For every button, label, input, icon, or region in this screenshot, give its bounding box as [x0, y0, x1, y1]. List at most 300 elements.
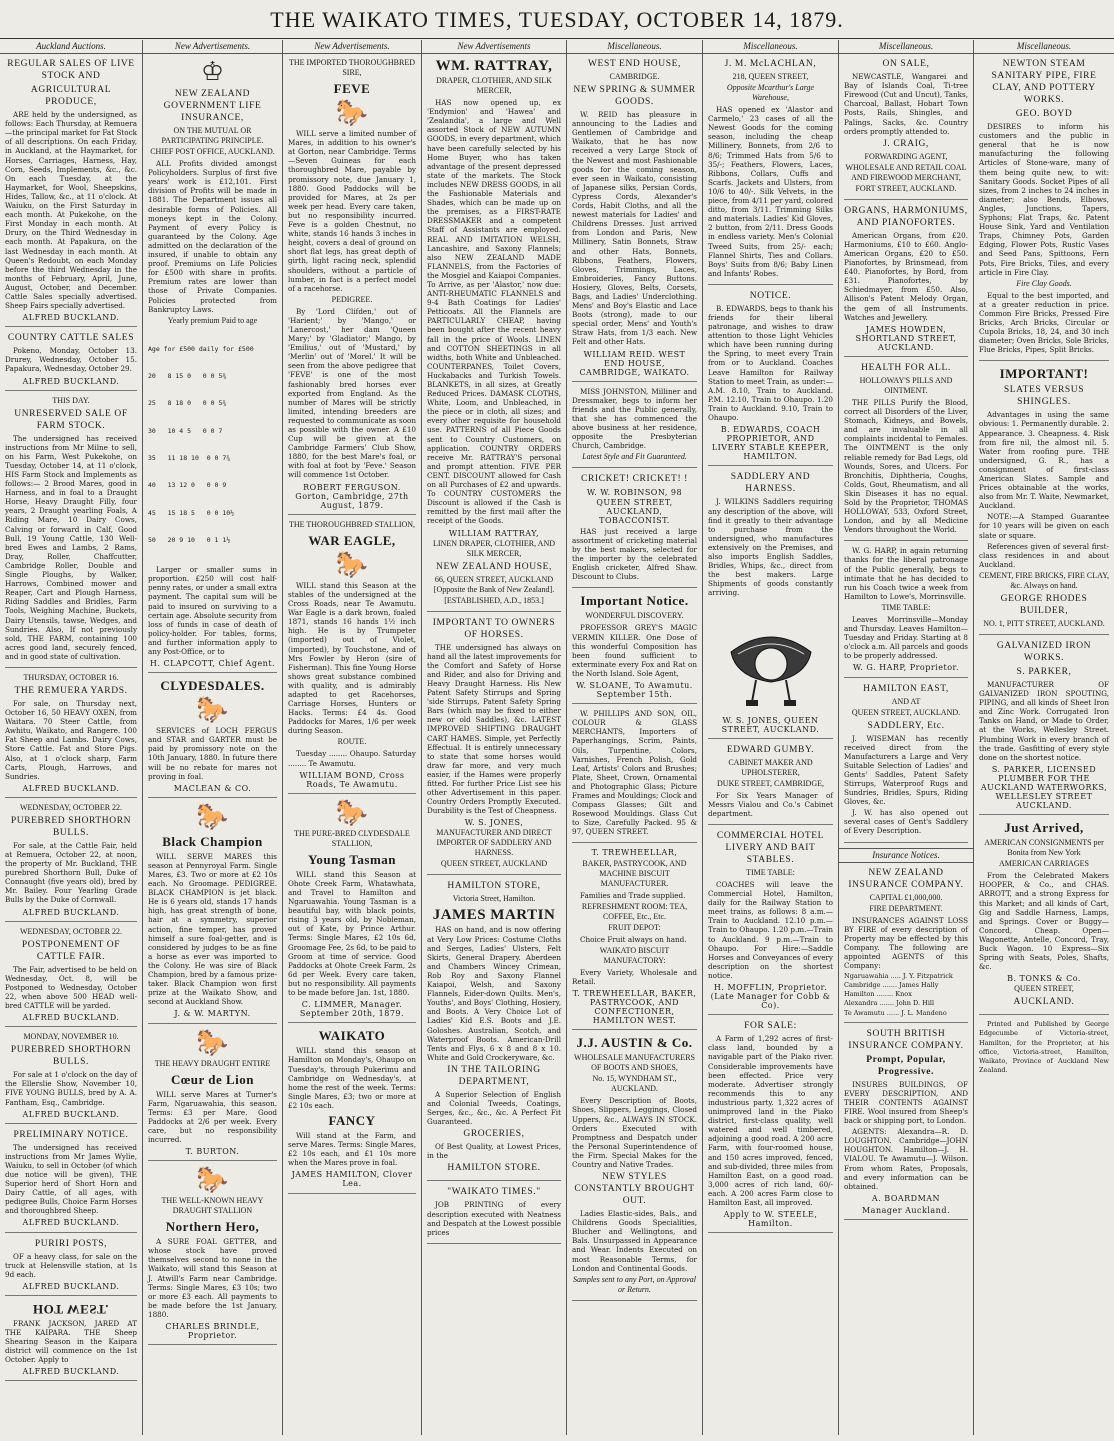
ad-body: WILL SERVE MARES this season at Pennyroyal Farm. Single Mares, £3. Two or more at £2 10s each. No Groomage. PEDIGREE. BLACK CHAMPION is jet black. He is 6 years old, stands 17 hands high, has great strength of bone, hair at a symmetry, superior action, fine temper, has proved himself a sure foal-getter, and is considered by judges to be as fine a horse as ever was imported to the Colony. He was sire of Black Champion, bred by a famous prize-taker. Black Champion won first prize at the Waikato Show, and second at Auckland Show. — [148, 851, 277, 1007]
ad-heading: CAMBRIDGE. — [609, 72, 660, 82]
ad-waikato-stallion — [288, 1028, 416, 1193]
ad-body: J. W. has also opened out several cases of Gent's Saddlery of Every Description. — [844, 808, 968, 836]
ad-heading: JAMES MARTIN — [432, 907, 556, 924]
ad-heading: FOR SALE: — [744, 1021, 797, 1032]
ad-heading: FORT STREET, AUCKLAND. — [855, 183, 957, 193]
ad-phillips — [572, 709, 697, 843]
ad-heading: WEDNESDAY, OCTOBER 22. — [19, 926, 123, 936]
ad-heading: PUREBRED SHORTHORN BULLS. — [10, 815, 132, 838]
ad-body: SERVICES of LOCH FERGUS and STAR and GARTER must be paid by promissory note on the 10th January, 1880. In future there will be no rebate for mares not proving in foal. — [148, 726, 277, 781]
horse-icon: 🐎 — [196, 1165, 229, 1196]
ad-signature: W. W. ROBINSON, 98 QUEEN STREET, AUCKLAND, TOBACCONIST. — [586, 488, 683, 525]
ad-heading: CAPITAL £1,000,000. — [869, 892, 943, 902]
ad-heading: BAKER, PASTRYCOOK, AND MACHINE BISCUIT MANUFACTURER. — [582, 858, 687, 888]
ad-notice-edwards — [708, 290, 833, 467]
horse-icon: 🐎 — [335, 98, 369, 129]
ad-body: COACHES will leave the Commercial Hotel, Hamilton, daily for the Railway Station to meet trains, as follows: 8 a.m.—Train to Auckland. 12.10 p.m.—Train to Ohaupo. 1.20 p.m.—Train to Auckland. 9 p.m.—Train to Ohaupo. For Hire:—Saddle Horses and Conveyances of every description on the shortest notice. — [708, 879, 833, 980]
ad-heading: MONDAY, NOVEMBER 10. — [23, 1032, 119, 1042]
ad-heading: NEW STYLES CONSTANTLY BROUGHT OUT. — [574, 1172, 695, 1207]
ad-heading: THE THOROUGHBRED STALLION, — [288, 519, 416, 529]
ad-heading: TIME TABLE: — [881, 602, 931, 612]
agents-list — [844, 972, 968, 1017]
column-heading: Auckland Auctions. — [0, 40, 142, 54]
ad-body: W. G. HARP, in again returning thanks for the liberal patronage of the Public generally, begs to intimate that he has decided to run his Coach twice a week from Hamilton to Lowe's, Morrinsville. — [844, 546, 968, 601]
ad-heading: CLYDESDALES. — [160, 678, 265, 694]
ad-heading: REGULAR SALES OF LIVE STOCK AND — [7, 59, 135, 82]
ad-hamilton-store — [427, 880, 561, 1181]
ad-heading: GEORGE RHODES BUILDER, — [1000, 593, 1088, 616]
ad-heading: WM. RATTRAY, — [435, 58, 553, 75]
ad-body: HAS just received a large assortment of cricketing material by the best makers, selected for the importer by the celebrated English cricketer, Alfred Shaw. Discount to Clubs. — [572, 526, 697, 582]
ad-signature: T. TREWHEELLAR, — [591, 848, 678, 858]
ad-heading: Cœur de Lion — [170, 1071, 255, 1087]
column-heading: Miscellaneous. — [703, 40, 838, 54]
ad-heading: THE HEAVY DRAUGHT ENTIRE — [154, 1058, 271, 1068]
ad-body: Families and Trade supplied. — [580, 890, 686, 900]
ad-body: American Organs, from £20. Harmoniums, £10 to £60. Anglo-American Organs, £20 to £50. Pianofortes, by Brinsmead, from £40. Pianofortes, by Bord, from £31. Pianofortes, by Schiedmayer, from £50. Also, Allison's Patent Melody Organ, the gem of all Instruments. Watches and Jewellery. — [844, 230, 968, 322]
ad-country-sales — [5, 332, 137, 390]
rates-table — [148, 327, 277, 563]
ad-heading: HOLLOWAY'S PILLS AND OINTMENT. — [859, 375, 953, 395]
ad-signature: A. BOARDMAN — [871, 1193, 941, 1203]
ad-heading: 66, QUEEN STREET, AUCKLAND [Opposite the Bank of New Zealand]. — [433, 574, 555, 594]
ad-heading: ORGANS, HARMONIUMS, AND PIANOFORTES. — [844, 205, 968, 228]
agent-row: Hamilton ........ Knox — [844, 990, 912, 999]
column-auckland-auctions — [0, 40, 143, 1435]
ad-slates — [979, 366, 1109, 635]
ad-saddlery — [708, 471, 833, 738]
rates-row: Age for £500 daily for £500 — [148, 344, 254, 353]
ad-body: Larger or smaller sums in proportion. £250 will cost half-penny rates, or under a small extra payment. The capital sum will be paid to insured on surviving to a certain age. Absolute security from loss of funds in case of death of policy-holder. For tables, forms, and further information apply to any Post-Office, or to — [148, 565, 277, 656]
ad-austin — [572, 1035, 697, 1300]
ad-signature: Manager Auckland. — [861, 1205, 950, 1215]
ad-remuera-yards — [5, 673, 137, 798]
ad-heading: WONDERFUL DISCOVERY. — [585, 611, 684, 621]
ad-heading: Young Tasman — [307, 851, 397, 867]
ad-heading: REFRESHMENT ROOM: TEA, COFFEE, Etc., Etc. — [581, 901, 688, 921]
ad-body: DESIRES to inform his customers and the public in general that he is now manufacturing the following Articles of Stone-ware, many of them being quite new, to wit: Sanitary Goods. Socket Pipes of all sizes, from 2 inches to 24 inches in diameter; also Bends, Elbows, Angles, Junctions, Tapers, Syphons; Flat Traps, &c. Patent House Sink, Yard and Ventilation Traps, Chimney Pots, Garden Edging, Flower Pots, Rustic Vases and Seed Pans, Spittoons, Fern Pots, Fire Bricks, Tiles, and every article in Fire Clay. — [979, 122, 1109, 277]
ad-heading: QUEEN STREET, — [1014, 984, 1074, 994]
ad-heading: Prompt, Popular, Progressive. — [866, 1054, 946, 1077]
royal-crest-icon: ♔ — [200, 57, 225, 88]
ad-clydesdales — [148, 678, 277, 798]
ad-heading: PUREBRED SHORTHORN BULLS. — [10, 1045, 132, 1068]
horse-icon: 🐎 — [196, 801, 229, 832]
ad-body: A Superior Selection of English and Colonial Tweeds, Coatings, Serges, &c., &c., &c. A Perfect Fit Guaranteed. — [427, 1089, 561, 1127]
ad-galvanized-iron — [979, 640, 1109, 815]
ad-heading: SLATES VERSUS SHINGLES. — [1003, 385, 1085, 408]
ad-harp-coach — [844, 546, 968, 677]
ad-heading: Opposite Mcarthur's Large Warehouse, — [726, 83, 815, 103]
ad-body: For sale at 1 o'clock on the day of the Ellerslie Show, November 10, FIVE YOUNG BULLS, bred by A. A. Fantham, Esq., Cambridge. — [5, 1070, 137, 1107]
ad-rattray — [427, 58, 561, 612]
ad-signature: ALFRED BUCKLAND. — [22, 376, 120, 386]
ad-heading: AUCKLAND. — [1013, 997, 1075, 1008]
ad-body: The undersigned has received instructions from Mr James Wylie, Waiuku, to sell in October (of which due notice will be given), THE Superior herd of Short Horn and Dairy Cattle, of all ages, with pedigree Bulls, Choice Farm Horses and thoroughbred Sheep. — [5, 1142, 137, 1216]
ad-heading: GALVANIZED IRON WORKS. — [996, 640, 1092, 663]
ad-feve — [288, 58, 416, 515]
ad-heading: WAIKATO — [318, 1028, 386, 1044]
ad-heading: [ESTABLISHED, A.D., 1853.] — [444, 595, 544, 605]
ad-heading: HAMILTON STORE. — [447, 1163, 541, 1174]
ad-heading: WEDNESDAY, OCTOBER 22. — [19, 802, 123, 812]
ad-heading: FRUIT DEPOT: — [608, 922, 661, 932]
ad-heading: WHOLESALE AND RETAIL COAL AND FIREWOOD MERCHANT, — [845, 162, 967, 182]
ad-cricket — [572, 473, 697, 588]
ad-body: WILL stand this Season at Ohote Creek Farm, Whatawhata, and Travel to Hamilton and Ngaruawahia. Young Tasman is a beautiful bay, with black points, rising 3 years old, by Nobleman, out of Kate, by Prince Arthur. Terms: Single Mares, £2 10s 6d, Groomage Fee, 2s 6d, to be paid to Groom at time of service. Good Paddocks at Ohote Creek Farm, 2s 6d per Week. Every care taken, but no responsibility. All payments to be made before Jan. 1st, 1880. — [288, 869, 416, 998]
ad-body: PROFESSOR GREY'S MAGIC VERMIN KILLER. One Dose of this wonderful Composition has been found sufficient to exterminate every Fox and Rat on the North Island. Sole Agent, — [572, 623, 697, 678]
ad-body: THE PILLS Purify the Blood, correct all Disorders of the Liver, Stomach, Kidneys, and Bowels, and are invaluable in all complaints incidental to Females. The OINTMENT is the only reliable remedy for Bad Legs, old Wounds, Sores, and Ulcers. For Bronchitis, Diphtheria, Coughs, Colds, Gout, Rheumatism, and all Skin Diseases it has no equal. Sold by the Proprietor, THOMAS HOLLOWAY, 533, Oxford Street, London, and by all Medicine Vendors throughout the World. — [844, 397, 968, 535]
ad-regular-sales — [5, 58, 137, 327]
ad-heading: AGRICULTURAL PRODUCE, — [30, 85, 112, 108]
ad-heading: NEW ZEALAND GOVERNMENT LIFE INSURANCE, — [163, 89, 262, 124]
ad-signature: B. EDWARDS, COACH PROPRIETOR, AND LIVERY STABLE KEEPER, HAMILTON. — [711, 425, 830, 462]
ad-body: WILL stand this season at Hamilton on Monday's, Ohaupo on Tuesday's, through Pukerimu and Cambridge on Wednesday's, at home the rest of the week. Terms: Single Mares, £3; two or more at £2 10s each. — [288, 1046, 416, 1110]
ad-life-insurance — [148, 58, 277, 673]
ad-nz-insurance — [844, 867, 968, 1023]
ad-body: A Farm of 1,292 acres of first-class land, bounded by a navigable part of the Piako river. Considerable improvements have been effected. Price very moderate. Advertiser strongly recommends this to any industrious party. 1,322 acres of unimproved land in the Piako district, first-class quality, well watered and well timbered, adjoining a good road. A 200 acre Farm, with four-roomed house, and 150 acres improved, fenced, and sub-divided, three miles from Hamilton East, on a good road. 3,000 acres of rich land, 60/- each. A 200 acres Farm close to Hamilton East, all improved. — [708, 1034, 833, 1207]
ad-body: WILL stand this Season at the stables of the undersigned at the Cross Roads, near Te Awamutu. War Eagle is a dark brown, foaled 1871, stands 16 hands 1½ inch high. He is by Trumpeter (imported) out of Violet, (imported), by Touchstone, and of Mrs Fowler by Heron (sire of Fisherman). This fine Young Horse shows great substance combined with quality, and is admirably adapted to get Racehorses, Carriage Horses, Hunters or Hacks. Terms: £4 4s. Good Paddocks for Mares, 1/6 per week during Season. — [288, 580, 416, 736]
ad-for-sale — [708, 1020, 833, 1233]
ad-johnston — [572, 387, 697, 469]
ad-heading: QUEEN STREET, AUCKLAND. — [851, 707, 961, 717]
ad-just-arrived — [979, 820, 1109, 1015]
ad-purebred-bulls — [5, 803, 137, 922]
ad-body: Tuesday ........ Ohaupo. Saturday ........ Te Awamutu. — [288, 749, 416, 768]
ad-commercial-hotel — [708, 830, 833, 1015]
ad-signature: ALFRED BUCKLAND. — [22, 1281, 120, 1291]
ad-heading: NOTICE. — [749, 290, 792, 301]
ad-signature: ALFRED BUCKLAND. — [22, 313, 120, 323]
ad-heading: EDWARD GUMBY. — [726, 744, 815, 755]
ad-body: NOTE:—A Stamped Guarantee for 10 years will be given on each slate or square. — [979, 512, 1109, 540]
ad-heading: GEO. BOYD — [1015, 109, 1073, 120]
rates-row: 20 8 15 0 0 0 5¾ — [148, 372, 227, 381]
ad-heading: 218, QUEEN STREET, — [732, 72, 809, 82]
ad-west-end-house — [572, 58, 697, 382]
ad-heading: FORWARDING AGENT, — [864, 151, 948, 161]
ad-signature: JAMES HAMILTON, Clover Lea. — [291, 1170, 413, 1189]
masthead-rule — [0, 38, 1114, 39]
ad-body: For sale, on Thursday next, October 16, 50 HEAVY OXEN, from Waitara. 70 Steer Cattle, from Awhitu, Waikato, and Rangere. 100 Fat Sheep and Lambs. Dairy Cows, Store Cattle. Fat and Store Pigs. Also, at 1 o'clock sharp, Farm Carts, Plough, Harrows, and Sundries. — [5, 698, 137, 781]
ad-signature: ALFRED BUCKLAND. — [22, 1218, 120, 1228]
column-heading: New Advertisements. — [283, 40, 421, 54]
ad-body: Every Description of Boots, Shoes, Slippers, Leggings, Closed Uppers, &c., ALWAYS IN STOCK. Orders Executed with Promptness and Despatch under the Personal Superintendence of the Firm. Special Makes for the Country and Native Trades. — [572, 1096, 697, 1169]
column-miscellaneous-2 — [703, 40, 839, 1435]
ad-heading: Black Champion — [162, 833, 263, 849]
ad-signature: B. TONKS & Co. — [1007, 974, 1081, 984]
ad-body: HAS on hand, and is now offering at Very Low Prices: Costume Cloths and Serges, Ladies' Ulsters, Felt Skirts, General Drapery. Aberdeen and Chambers Wincey Crimean, Rob Roy and Saxony Flannel Kaiapoi, Welsh, and Saxony Flannels, Eider-down Quilts. Men's, Youths', and Boys' Clothing, Hosiery, and Boots. A Very Choice Lot of Ladies' Kid E.S. Boots and J.E. Goloshes. Australian, Scotch, and Waterproof Boots. American-Drill Tents and Flys, 6 x 8 and 8 x 10. White and Gold Crockeryware, &c. — [427, 925, 561, 1062]
ad-signature: J. & W. MARTYN. — [174, 1009, 251, 1019]
ad-heading: Northern Hero, — [165, 1219, 260, 1235]
ad-heading: HAMILTON STORE, — [447, 881, 541, 892]
ad-heading: ON THE MUTUAL OR PARTICIPATING PRINCIPLE. — [161, 126, 264, 146]
ad-important-notice — [572, 593, 697, 704]
ad-body: For sale, at the Cattle Fair, held at Remuera, October 22, at noon, the property of Mr. Buckland, THE purebred Shorthorn Bull, Duke of Connaught (five years old), bred by Mr. Bailey. Four Yearling Grade Bulls by the Duke of Cornwall. — [5, 840, 137, 905]
column-miscellaneous-1 — [567, 40, 703, 1435]
ad-body: By 'Lord Clifden,' out of 'Harient;' by 'Mango,' or 'Lanercost,' her dam 'Queen Mary;' by 'Gladiator;' Mango, by 'Emilius,' out of 'Mustard,' by 'Merlin' out of 'Morel.' It will be seen from the above pedigree that 'FEVE' is one of the most fashionably bred horses ever exported from England. As the number of Mares will be strictly limited, intending breeders are requested to communicate as soon as possible with the owner. A £10 Cup will be given at the Cambridge Farmers' Club Show, 1880, for the best Mare's foal, or with foal at foot by 'Feve.' Season will commence 1st October. — [288, 306, 416, 480]
ad-heading: HAMILTON EAST, — [863, 683, 949, 694]
section-heading: Insurance Notices. — [839, 848, 973, 863]
ad-heading: PURIRI POSTS, — [34, 1238, 108, 1249]
ad-heading: CEMENT, FIRE BRICKS, FIRE CLAY, &c. Always on hand. — [979, 570, 1109, 590]
ad-body: The undersigned has received instructions from Mr Milne to sell, on his Farm, West Pukekohe, on Tuesday, October 14, at 11 o'clock, HIS Farm Stock and Implements as follows:— 2 Brood Mares, good in Harness, and in foal to a Draught Horse, Heavy Draught Filly, four years, 2 Draught yearling Foals, A Riding Mare, 10 Dairy Cows, Calving or forward in Calf, Good Bull, 19 Young Cattle, 130 Well-bred Ewes and Lambs, 2 Rams, Dray, Roller, Chaffcutter, Cambridge Roller, Double and Single Ploughs, by Walker, Harrows, Combined mower and Reaper, Cart and Plough Harness, Riding Saddles and Bridles, Farm Tools, Weighing Machine, Buckets, Dairy Utensils, tawse, Wedges, and Sundries. Also, If not previously sold, THE FARM, containing 100 acres good land, securely fenced, and in good state of cultivation. — [5, 433, 137, 661]
ad-heading: NEW SPRING & SUMMER GOODS. — [573, 85, 696, 108]
ad-heading: Just Arrived, — [1004, 820, 1084, 836]
ad-body: J. WILKINS Saddlers requiring any description of the above, will find it greatly to their advantage to purchase from the undersigned, who manufactures extensively on the Premises, and also imports English Saddles, Bridles, Whips, &c., direct from the best makers. Large Shipments of goods constantly arriving. — [708, 497, 833, 598]
ad-newton-pottery — [979, 58, 1109, 361]
ad-body: INSURES BUILDINGS, OF EVERY DESCRIPTION, AND THEIR CONTENTS AGAINST FIRE. Wool insured from Sheep's back or shipping port, to London. — [844, 1079, 968, 1126]
ad-wiseman — [844, 683, 968, 843]
ad-body: HAS opened ex 'Alastor and Carmelo,' 23 cases of all the Newest Goods for the coming season, including the cheap Millinery, Bonnets, from 2/6 to 8/6; Trimmed Hats from 5/6 to 35/-; Feathers, Flowers, Laces, Ribbons, Collars, Cuffs and Scarfs. Jackets and Ulsters, from 10/6 to 40/-. Silk Velvets, in the piece, from 4/11 per yard, colored ditto, from 3/11. Trimming Silks and materials. Ladies' Kid Gloves, 2 button, from 2/11. Dress Goods in endless variety. Men's Colonial Tweed Suits, from 25/- each; Flannel Shirts, Ties and Collars. Boys' Suits from 8/6; Baby Linen and Infants' Robes. — [708, 105, 833, 278]
column-heading: Miscellaneous. — [974, 40, 1114, 54]
ad-signature: WILLIAM BOND, Cross Roads, Te Awamutu. — [299, 770, 405, 789]
ad-heading: No. 15, WYNDHAM ST., AUCKLAND. — [592, 1074, 677, 1094]
ad-body: ARE held by the undersigned, as follows: Each Thursday, at Remuera—the principal market for Fat Stock of all descriptions. On each Friday, in Auckland, at the Haymarket, for Horses, Carriages, Harness, Hay, Corn, Seeds, Implements, &c., &c. On each Tuesday, at the Haymarket, for Wool, Sheepskins, Hides, Tallow, &c., at 11 o'clock. At Waiuku, on the First Saturday in each month. At Pukekohe, on the First Monday in each month. At Drury, on the Third Wednesday in each month. At Papakura, on the last Wednesday in each month. At Queen's Redoubt, on each Monday before the third Wednesday in the months of February, April, June, August, October, and December. Cattle Sales specially advertised. Sheep Fairs specially advertised. — [5, 110, 137, 311]
ad-heading: NO. 1, PITT STREET, AUCKLAND. — [983, 618, 1105, 628]
saddle-illustration — [716, 602, 826, 712]
ad-heading: LINEN DRAPER, CLOTHIER, AND SILK MERCER, — [433, 538, 555, 558]
ad-heading: NEW ZEALAND INSURANCE COMPANY. — [848, 867, 964, 890]
ad-signature: H. MOFFLIN, Proprietor. (Late Manager for Cobb & Co). — [710, 983, 831, 1011]
ad-gumby — [708, 744, 833, 825]
column-miscellaneous-3 — [839, 40, 974, 1435]
ad-tagline: Latest Style and Fit Guaranteed. — [582, 452, 687, 462]
ad-signature: WILLIAM REID. WEST END HOUSE, CAMBRIDGE, WAIKATO. — [579, 349, 690, 377]
ad-heading: THE PURE-BRED CLYDESDALE STALLION, — [294, 828, 410, 848]
ad-body: Equal to the best imported, and at a greater reduction in price. Common Fire Bricks, Pressed Fire Bricks, Arch Bricks, Circular or Cupola Bricks, 18, 24, and 30 inch diameter; Oven Bricks, Sole Bricks, Flue Bricks, Pipes, Split Bricks. — [979, 290, 1109, 355]
ad-body: W. REID has pleasure in announcing to the Ladies and Gentlemen of Cambridge and Waikato, that he has now received a very Large Stock of the Newest and most Fashionable goods for the coming season, ever seen in Waikato, consisting of Japanese silks, Persian Cords, Cypress Cords, Alexander's Cords, Habit Cloths, and all the newest materials for Ladies' and Childrens Dresses. Just arrived from London and Paris, New Millinery, Satin Bonnets, Straw and other Hats, Bonnets, Ribbons, Feathers, Flowers, Gloves, Trimmings, Laces, Embroideries, Fancy Buttons. Hosiery, Gloves, Belts, Corsets, Bags, and Ladies' Underclothing. Mens' and Boy's Elastic and Lace Boots (strong), made to our special order, Mens' and Youth's Straw Hats, from 1/3 each. New Felt and other Hats. — [572, 110, 697, 347]
ad-northern-hero — [148, 1166, 277, 1345]
ad-heading: CRICKET! CRICKET! ! — [581, 474, 688, 485]
ad-coeur-de-lion — [148, 1029, 277, 1162]
ad-heading: AMERICAN CONSIGNMENTS per Bonita from New York — [984, 838, 1104, 858]
ad-signature: ROBERT FERGUSON. Gorton, Cambridge, 27th August, 1879. — [295, 482, 409, 510]
ad-important-horses — [427, 617, 561, 876]
ad-heading: THE REMUERA YARDS. — [14, 685, 128, 696]
ad-organs — [844, 205, 968, 357]
ad-signature: WILLIAM RATTRAY, — [448, 528, 540, 538]
ad-on-sale — [844, 58, 968, 200]
ad-heading: ROUTE. — [337, 737, 367, 747]
ad-heading: SADDLERY AND HARNESS. — [730, 472, 811, 495]
ad-heading: NEW ZEALAND HOUSE, — [436, 561, 552, 572]
ad-body: JOB PRINTING of every description executed with Neatness and Despatch at the Lowest possible prices — [427, 1200, 561, 1237]
ad-body: ALL Profits divided amongst Policyholders. Surplus of first five years' work is £12,101. First division of Profits will be made in 1881. The Department issues all desirable forms of Policies. All moneys kept in the Colony. Payment of every Policy is guaranteed by the Colony. Age admitted on the declaration of the insured, if unable to obtain any proof. Premiums on Life Policies for £500 with share in profits. Premium rates are lower than those of Private Companies. Policies protected from Bankruptcy Laws. — [148, 159, 277, 314]
ad-hot-west — [5, 1301, 137, 1382]
ad-heading: J. CRAIG, — [883, 138, 929, 149]
ad-signature: T. TREWHEELLAR, BAKER, PASTRYCOOK, AND CONFECTIONER, HAMILTON WEST. — [572, 988, 697, 1026]
masthead-title: THE WAIKATO TIMES, TUESDAY, OCTOBER 14, 1879. — [270, 7, 844, 32]
ad-heading: UNRESERVED SALE OF FARM STOCK. — [14, 408, 128, 431]
ad-heading: WHOLESALE MANUFACTURERS OF BOOTS AND SHOES, — [574, 1053, 695, 1073]
ad-signature: ALFRED BUCKLAND. — [22, 907, 120, 917]
ad-heading: COUNTRY CATTLE SALES — [7, 333, 135, 344]
ad-heading: IN THE TAILORING DEPARTMENT, — [447, 1064, 541, 1087]
ad-body: WILL serve Mares at Turner's Farm, Ngaruawahia, this season. Terms: £3 per Mare. Good Paddocks at 2/6 per week. Every care, but no responsibility incurred. — [148, 1089, 277, 1144]
ad-heading: DUKE STREET, CAMBRIDGE, — [717, 778, 824, 788]
ad-body: Of Best Quality, at Lowest Prices, in the — [427, 1142, 561, 1161]
column-miscellaneous-4 — [974, 40, 1114, 1435]
column-heading: New Advertisements. — [143, 40, 282, 54]
ad-heading: TIME TABLE: — [746, 867, 795, 877]
agent-row: Ngaruawahia ..... J. Y. Fitzpatrick — [844, 972, 953, 981]
agent-row: Te Awamutu ...... J. L. Mandeno — [844, 1008, 947, 1017]
ad-body: Pokeno, Monday, October 13. Drurey, Wednesday, October 15. Papakura, Wednesday, October 29. — [5, 346, 137, 374]
ad-body: THE undersigned has always on hand all the latest improvements for the Comfort and Safety of Horse and Rider, and also for Driving and Heavy Draught Harness. His New Patent Safety Stirrups and Spring 'side Stirrups, Patent Safety Spring Bars (which may be fixed to either new or old Saddles), &c. LATEST IMPROVED SHIFTING DRAUGHT CART HAMES. Simple, yet Perfectly Effectual. It is entirely unnecessary to state that some horses would draw far more, and very much easier, if the Hames were properly fitted. For further Price List see his other Advertisement in this paper. Country Orders Promptly Executed. Durability is the Test of Cheapness. — [427, 642, 561, 816]
ad-heading: DRAPER, CLOTHIER, AND SILK MERCER, — [436, 76, 552, 96]
ad-heading: IMPORTANT! — [999, 366, 1089, 382]
column-new-advertisements-2 — [283, 40, 422, 1435]
ad-black-champion — [148, 803, 277, 1024]
ad-young-tasman — [288, 799, 416, 1024]
column-heading: New Advertisements — [422, 40, 566, 54]
ad-heading: POSTPONEMENT OF CATTLE FAIR. — [21, 939, 121, 962]
ad-heading: THIS DAY. — [52, 395, 90, 405]
ad-heading: NEWTON STEAM SANITARY PIPE, FIRE CLAY, AND POTTERY WORKS. — [991, 59, 1097, 106]
imprint — [979, 1020, 1109, 1075]
ad-preliminary — [5, 1129, 137, 1233]
column-new-advertisements-1 — [143, 40, 283, 1435]
ad-body: MANUFACTURER OF GALVANIZED IRON SPOUTING, PIPING, and all kinds of Sheet Iron and Zinc Work. Corrugated Iron Tanks on Hand, or Made to Order, at the Works, Wellesley Street. Plumbing Work in every branch of the trade. Gasfitting of every style done on the shortest notice. — [979, 679, 1109, 762]
column-heading: Miscellaneous. — [839, 40, 973, 54]
ad-body: MISS JOHNSTON, Milliner and Dressmaker, begs to inform her friends and the Public generally, that she has commenced the above business at her residence, opposite the Presbyterian Church, Cambridge. — [572, 386, 697, 451]
ad-heading: GROCERIES, — [463, 1129, 525, 1140]
ad-body: WILL serve a limited number of Mares, in addition to his owner's at Gorton, near Cambridge. Terms—Seven Guineas for each thoroughbred Mare, payable by promissory note, due January 1, 1880. Good Paddocks will be provided for Mares, at 2s per week per head. Every care taken, but no responsibility incurred. Feve is a golden Chestnut, no white, stands 16 hands 3 inches in height, covers a deal of ground on short flat legs, has great depth of girth, light racing neck, splendid shoulders, without a particle of lumber, in fact is a perfect model of a racehorse. — [288, 129, 416, 293]
ad-unreserved-sale — [5, 396, 137, 668]
rates-row: 30 10 4 5 0 0 7 — [148, 426, 223, 435]
ad-body: Advantages in using the same obvious: 1. Permanently durable. 2. Appearance. 3. Cheapness. 4. Risk from fire nil, the almost nil. 5. Water from roofing pure. THE undersigned, G. R., has a consignment of first-class American Slates. Sample and Prices obtainable at the works, also from Mr. T. Waite, Newmarket, Auckland. — [979, 410, 1109, 511]
ad-heading: QUEEN STREET, AUCKLAND — [440, 859, 548, 869]
ad-body: A SURE FOAL GETTER, and whose stock have proved themselves second to none in the Waikato, will stand this Season at J. Atwill's Farm near Cambridge. Terms: Single Mares, £3 10s; two or more £3 each. All payments to be made before the 1st January, 1880. — [148, 1237, 277, 1319]
printer-imprint: Printed and Published by George Edgecumbe of Victoria-street, Hamilton, for the Proprietor, at his office, Victoria-street, Hamilton, Waikato, Province of Auckland New Zealand. — [979, 1020, 1109, 1074]
ad-heading: CABINET MAKER AND UPHOLSTERER, — [728, 757, 813, 777]
ad-signature: W. SLOANE, To Awamutu. September 15th. — [576, 680, 693, 700]
ad-heading: "WAIKATO TIMES." — [447, 1187, 541, 1198]
ad-signature: CHARLES BRINDLE, Proprietor. — [165, 1322, 260, 1341]
ad-body: HAS now opened up, ex 'Endymion' and 'Hawea' and 'Zealandia', a large and Well assorted Stock of NEW AUTUMN GOODS, in every department, which have been carefully selected by his Home Buyer, who has taken advantage of the present depressed state of the markets. The Stock includes NEW DRESS GOODS, in all the Fashionable Materials and Shades, which can be made up on the premises, as a FIRST-RATE DRESSMAKER and a competent Staff of Assistants are employed. REAL AND IMITATION WELSH, Lancashire, and Saxony Flannels; also NEW ZEALAND MADE FLANNELS, from the Factories of the Mosgiel and Kaiapoi Companies. To Arrive, as per 'Alastor,' now due: ANTI-RHEUMATIC FLANNELS and 9-4 Bath Coatings for Ladies' Petticoats. All the Flannels are PARTICULARLY CHEAP, having been bought after the recent heavy fall in the price of Wools. LINEN and COTTON SHEETINGS in all widths, both White and Unbleached. COUNTERPANES, Toilet Covers, Huckabacks and Turkish Towels. BLANKETS, in all sizes, at Greatly Reduced Prices. DAMASK CLOTHS, White, Loom, and Unbleached, in the piece or in cloth, all sizes; and every other requisite for household use. PATTERNS of all Piece Goods sent to Country Customers, on application. COUNTRY ORDERS receive Mr. RATTRAY'S personal and prompt attention. FIVE PER CENT. DISCOUNT allowed for Cash on all Purchases of £2 and upwards. To COUNTRY CUSTOMERS the Discount is allowed if the Cash is remitted by the first mail after the receipt of the Goods. — [427, 98, 561, 526]
ad-heading: J. M. McLACHLAN, — [724, 59, 817, 70]
ad-war-eagle — [288, 520, 416, 794]
ad-holloway — [844, 362, 968, 541]
ad-signature: W. S. JONES, QUEEN STREET, AUCKLAND. — [721, 715, 820, 734]
ad-heading: HEALTH FOR ALL. — [861, 362, 951, 373]
ad-heading: S. PARKER, — [1016, 666, 1072, 677]
ad-body: W. PHILLIPS AND SON, OIL, COLOUR & GLASS MERCHANTS, Importers of Paperhangings, Scrim, Paints, Oils, Turpentine, Colors, Varnishes, French Polish, Gold Leaf, Artists' Colors and Brushes; Plate, Sheet, Crown, Ornamental and Photographic Glass; Picture Frames and Mouldings; Clock and Compass Glasses; Gilt and Rosewood Mouldings. Glass Cut to Size, Carefully Packed. 95 & 97, QUEEN STREET. — [572, 709, 697, 837]
ad-heading: SADDLERY, Etc. — [867, 720, 945, 731]
column-new-advertisements-3 — [422, 40, 567, 1435]
horse-icon: 🐎 — [335, 797, 369, 828]
rates-row: 50 20 9 10 0 1 1½ — [148, 535, 231, 544]
rates-row: 35 11 18 10 0 0 7¾ — [148, 454, 231, 462]
ad-heading: WAR EAGLE, — [308, 532, 396, 548]
ad-body: NEWCASTLE, Wangarei and Bay of Islands Coal, Ti-tree Firewood (Cut and Uncut), Tanks, Charcoal, Ballast, Hobart Town Posts, Rails, Shingles, and Palings, Sacks, &c. Country orders promptly attended to. — [844, 72, 968, 136]
ad-heading: AND AT — [891, 696, 921, 706]
ad-heading: Victoria Street, Hamilton. — [452, 894, 536, 904]
ad-heading: WAIKATO BISCUIT MANUFACTORY: — [599, 945, 670, 965]
agent-row: Alexandra ....... John D. Hill — [844, 999, 935, 1008]
ad-signature: S. PARKER, LICENSED PLUMBER FOR THE AUCKLAND WATERWORKS, WELLESLEY STREET AUCKLAND. — [980, 764, 1108, 811]
ad-signature: JAMES HOWDEN, SHORTLAND STREET, AUCKLAND. — [855, 324, 957, 352]
ad-body: B. EDWARDS, begs to thank his friends for their liberal patronage, and wishes to draw attention to those Light Vehicles which have been running during the Spring, to meet every Train from or to Auckland. Coaches Leave Hamilton for Railway Station to meet Train, as under:— A.M. 8.10, Train to Auckland. P.M. 12.10, Train to Ohaupo. 1.20 Train to Auckland. 9.10, Train to Ohaupo. — [708, 303, 833, 422]
ad-heading: Important Notice. — [580, 593, 689, 609]
ad-puriri-posts — [5, 1238, 137, 1296]
ad-heading: IMPORTANT TO OWNERS OF HORSES. — [432, 617, 556, 640]
ad-heading: J.J. AUSTIN & Co. — [576, 1035, 693, 1051]
ad-signature: C. LIMMER, Manager. September 20th, 1879. — [299, 1000, 405, 1019]
ad-heading: AMERICAN CARRIAGES — [998, 859, 1089, 869]
ad-heading: PEDIGREE. — [331, 294, 373, 304]
ad-purebred-bulls-2 — [5, 1032, 137, 1123]
ad-signature: W. G. HARP, Proprietor. — [852, 663, 959, 673]
ad-heading: COMMERCIAL HOTEL LIVERY AND BAIT STABLES. — [716, 830, 825, 865]
ad-heading: HOT WEST. — [32, 1301, 110, 1317]
horse-icon: 🐎 — [196, 1027, 229, 1058]
ad-heading: FEVE — [333, 81, 371, 97]
ad-signature: T. BURTON. — [185, 1147, 240, 1157]
ad-tagline: Samples sent to any Port, on Approval or Return. — [573, 1274, 696, 1294]
ad-signature: ALFRED BUCKLAND. — [22, 1109, 120, 1119]
ad-signature: H. CLAPCOTT, Chief Agent. — [149, 659, 276, 669]
ad-body: From the Celebrated Makers HOOPER, & Co., and CHAS. ARROTT, and a strong Express for this Market; and all kinds of Cart, Gig and Saddle Harness, Lamps, and Springs. Cover or Buggy—Concord, Cheap. Open—Wagonette, Antelle, Concord, Tray, Buck Wagon. 10 Express—Six Spring with Seats, Poles, Shafts, &c. — [979, 871, 1109, 972]
ad-signature: W. S. JONES, — [464, 818, 524, 828]
rates-heading: Yearly premium Paid to age — [167, 315, 258, 325]
horse-icon: 🐎 — [196, 695, 229, 726]
ad-body: Leaves Morrinsville—Monday and Thursday. Leaves Hamilton—Tuesday and Friday. Starting at 8 o'clock a.m. All parcels and goods to be properly addressed. — [844, 614, 968, 661]
ad-mclachlan — [708, 58, 833, 285]
ad-body: Choice Fruit always on hand. — [580, 934, 687, 944]
horse-icon: 🐎 — [335, 549, 369, 580]
ad-signature: ALFRED BUCKLAND. — [22, 1367, 120, 1377]
ad-heading: SOUTH BRITISH INSURANCE COMPANY. — [848, 1028, 964, 1051]
ad-heading: THE WELL-KNOWN HEAVY DRAUGHT STALLION — [161, 1196, 264, 1216]
ad-heading: ON SALE, — [882, 59, 930, 70]
agent-row: Cambridge ....... James Hally — [844, 981, 939, 990]
ad-trewheellar — [572, 848, 697, 1030]
ad-body: OF a heavy class, for sale on the truck at Helensville station, at 1s 9d each. — [5, 1251, 137, 1279]
ad-body: Every Variety, Wholesale and Retail. — [572, 967, 697, 986]
ad-heading: WEST END HOUSE, — [587, 59, 681, 70]
ad-heading: THE IMPORTED THOROUGHBRED SIRE, — [288, 58, 416, 78]
ad-south-british — [844, 1028, 968, 1220]
ad-heading: CHIEF POST OFFICE, AUCKLAND. — [150, 147, 275, 157]
ad-heading: MANUFACTURER AND DIRECT IMPORTER OF SADDLERY AND HARNESS. — [436, 828, 552, 858]
ad-heading: FIRE DEPARTMENT. — [869, 903, 943, 913]
ad-job-printing — [427, 1186, 561, 1243]
ad-body: The Fair, advertised to be held on Wednesday, Oct. 8, will be Postponed to Wednesday, October 22, when above 500 HEAD well-bred CATTLE will be yarded. — [5, 964, 137, 1011]
ad-heading: THURSDAY, OCTOBER 16. — [23, 672, 119, 682]
ad-heading: PRELIMINARY NOTICE. — [13, 1129, 129, 1140]
ad-body: For Six Years Manager of Messrs Vialou and Co.'s Cabinet department. — [708, 790, 833, 818]
ad-signature: ALFRED BUCKLAND. — [22, 1013, 120, 1023]
ad-signature: ALFRED BUCKLAND. — [22, 783, 120, 793]
ad-body: J. WISEMAN has recently received direct from the Manufacturers a Large and Very Suitable Selection of Ladies' and Gents' Saddles, Patent Safety Stirrups, Waterproof Rugs and Sundries, Bridles, Spurs, Riding Gloves, &c. — [844, 733, 968, 807]
ad-body: References given of several first-class residences in and about Auckland. — [979, 541, 1109, 569]
ad-postponement — [5, 927, 137, 1028]
ad-body: FRANK JACKSON, JARED AT THE KAIPARA. THE Sheep Shearing Season in the Kaipara district will commence on the 1st October. Apply to — [5, 1318, 137, 1365]
ad-heading: FANCY — [328, 1112, 376, 1128]
ad-body: Will stand at the Farm, and serve Mares. Terms: Single Mares, £2 10s each, and £1 10s more when the Mares prove in foal. — [288, 1130, 416, 1168]
rates-row: 45 15 18 5 0 0 10½ — [148, 508, 235, 517]
column-heading: Miscellaneous. — [567, 40, 702, 54]
ad-body: INSURANCES AGAINST LOSS BY FIRE of every description of Property may be effected by this Company. The following are appointed AGENTS of this Company: — [844, 915, 968, 971]
ad-body: Ladies Elastic-sides, Bals., and Childrens Goods Specialities, Blucher and Wellingtons, and Bals. Unsurpassed in Appearance and Wear. Indents Executed on most Reasonable Terms, for London and Continental Goods. — [572, 1209, 697, 1273]
ad-signature: Apply to W. STEELE, Hamilton. — [723, 1210, 818, 1229]
rates-row: 25 8 18 0 0 0 5¾ — [148, 399, 227, 408]
rates-row: 40 13 12 0 0 0 9 — [148, 481, 227, 490]
ad-body: AGENTS: Alexandra—R. D. LOUGHTON. Cambridge—JOHN HOUGHTON. Hamilton—J. H. VIALOU. Te Awamutu—J. Wilson. From whom Rates, Proposals, and every information can be obtained. — [844, 1127, 968, 1191]
ad-signature: MACLEAN & CO. — [173, 783, 252, 793]
